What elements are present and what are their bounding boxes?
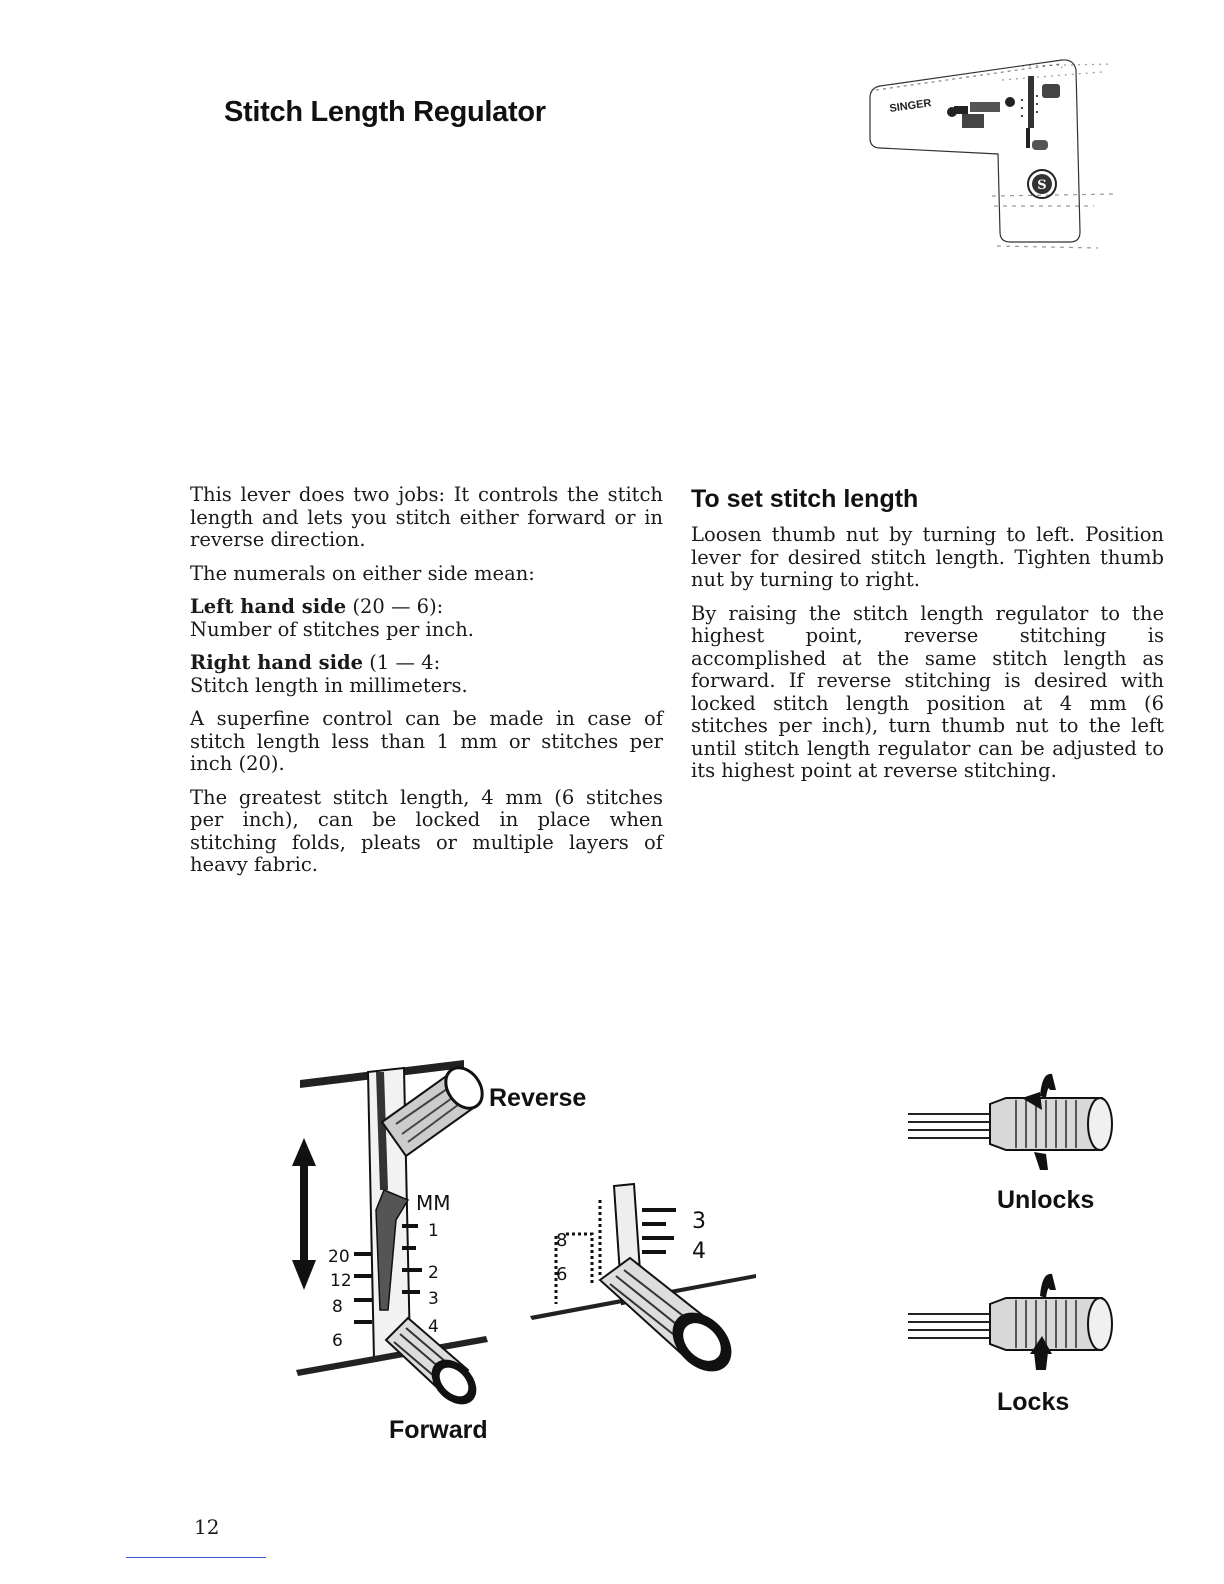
- left-hand-side-line: [190, 596, 663, 619]
- footer-rule: [126, 1557, 266, 1558]
- detail-mark-8: 8: [556, 1230, 568, 1251]
- mm-mark-4: 4: [428, 1317, 439, 1337]
- inch-mark-8: 8: [332, 1297, 343, 1317]
- superfine-paragraph: A superfine control can be made in case of stitch length less than 1 mm or stitches per inch (20).: [190, 707, 663, 775]
- up-down-arrow-icon: [292, 1138, 316, 1290]
- inch-mark-20: 20: [328, 1247, 350, 1267]
- greatest-length-paragraph: The greatest stitch length, 4 mm (6 stitches per inch), can be locked in place when stitching folds, pleats or multiple layers of heavy fabric.: [190, 785, 663, 876]
- page-title: Stitch Length Regulator: [224, 96, 546, 128]
- detail-mark-4: 4: [692, 1239, 706, 1264]
- detail-mark-3: 3: [692, 1209, 706, 1234]
- left-column: [190, 484, 663, 888]
- detail-mark-6: 6: [556, 1264, 568, 1285]
- right-hand-side-range: (1 — 4:: [363, 651, 441, 674]
- mm-mark-3: 3: [428, 1289, 439, 1309]
- mm-mark-2: 2: [428, 1263, 439, 1283]
- unlocks-label: Unlocks: [997, 1186, 1095, 1214]
- right-hand-side-line: [190, 652, 663, 675]
- mm-mark-1: 1: [428, 1221, 439, 1241]
- inch-mark-12: 12: [330, 1271, 352, 1291]
- set-length-paragraph: Loosen thumb nut by turning to left. Position lever for desired stitch length. Tighten thumb nut by turning to right.: [691, 523, 1164, 591]
- section-heading: To set stitch length: [691, 485, 919, 513]
- right-hand-side-description: Stitch length in millimeters.: [190, 673, 468, 697]
- page-number: 12: [194, 1515, 220, 1539]
- locked-position-detail-illustration: [526, 1180, 766, 1420]
- inch-mark-6: 6: [332, 1331, 343, 1351]
- reverse-label: Reverse: [489, 1084, 587, 1112]
- right-column: [691, 484, 1164, 794]
- intro-paragraph: This lever does two jobs: It controls the stitch length and lets you stitch either forward or in reverse direction.: [190, 483, 663, 551]
- numerals-intro: The numerals on either side mean:: [190, 561, 535, 585]
- brand-name: SINGER: [888, 97, 933, 115]
- detail-knob: [600, 1258, 743, 1383]
- machine-nameplate-illustration: [862, 56, 1122, 256]
- singer-emblem: S: [1037, 178, 1047, 193]
- locks-label: Locks: [997, 1388, 1070, 1416]
- forward-label: Forward: [389, 1416, 488, 1444]
- mm-scale-label: MM: [416, 1191, 451, 1215]
- thumbnut-lock-illustration: [906, 1270, 1126, 1380]
- left-hand-side-label: Left hand side: [190, 595, 347, 618]
- right-hand-side-label: Right hand side: [190, 651, 364, 674]
- left-hand-side-range: (20 — 6):: [346, 595, 444, 618]
- reverse-stitching-paragraph: By raising the stitch length regulator to the highest point, reverse stitching is accomplished at the same stitch length as forward. If reverse stitching is desired with locked stitch length position at 4 mm (6 stitches per inch), turn thumb nut to the left until stitch length regulator can be adjusted to its highest point at reverse stitching.: [691, 601, 1164, 782]
- left-hand-side-description: Number of stitches per inch.: [190, 617, 474, 641]
- thumbnut-unlock-illustration: [906, 1070, 1126, 1180]
- lever-illustration: [276, 1050, 516, 1410]
